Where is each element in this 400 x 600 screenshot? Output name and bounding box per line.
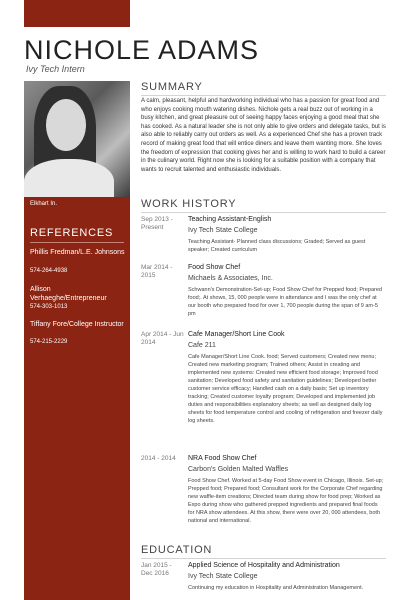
- job-company: Carbon's Golden Malted Waffles: [188, 466, 289, 473]
- education-divider: [141, 558, 386, 559]
- job-description: Cafe Manager/Short Line Cook. food; Served customers; Created new menu; Created new marketing program; Trained others; Assist in creating and implemented new systems: Created new efficient food storage; Improved food sanitation; Developed food safety and sanitation guidelines; Developed better customer service efficacy; Handled cash on a daily basis; Set up inventory tracking; Created customer loyalty program; Developed and implemented job duties and responsibilities explanatory sheets; as well as designed daily log sheets for food temperature control and cooling of refrigeration and freezer daily log sheets.: [188, 354, 383, 424]
- photo-shoulder: [24, 159, 114, 197]
- reference-phone: 574-215-2229: [30, 339, 68, 345]
- job-date: 2014 - 2014: [141, 455, 176, 462]
- job-title: Food Show Chef: [188, 264, 241, 271]
- candidate-name: NICHOLE ADAMS: [24, 35, 260, 65]
- reference-name: Allison Verhaeghe/Entrepreneur: [30, 286, 107, 302]
- education-school: Ivy Tech State College: [188, 573, 258, 580]
- summary-heading: SUMMARY: [141, 81, 203, 93]
- resume-header: [24, 31, 400, 81]
- job-title: Cafe Manager/Short Line Cook: [188, 331, 285, 338]
- job-description: Teaching Assistant- Planned class discussions; Graded; Served as guest speaker; Created curriculum: [188, 239, 366, 253]
- work-history-heading: WORK HISTORY: [141, 198, 237, 210]
- reference-name: Phillis Fredman/L.E. Johnsons: [30, 249, 125, 256]
- job-date: Sep 2013 - Present: [141, 216, 173, 231]
- education-date: Jan 2015 - Dec 2016: [141, 562, 172, 577]
- profile-photo: [24, 81, 130, 197]
- job-company: Cafe 211: [188, 342, 216, 349]
- summary-divider: [141, 95, 386, 96]
- job-company: Ivy Tech State College: [188, 227, 258, 234]
- job-description: Schwann's Demonstration-Set-up; Food Show Chef for Prepped food; Prepared food;. At shows, 15, 000 people were in attendance and I was the only chef at our booth who prepared food for over 1, 700 people during the span of 9 am-5 pm: [188, 287, 382, 317]
- references-heading: REFERENCES: [30, 227, 114, 239]
- summary-text: A calm, pleasant, helpful and hardworking individual who has a passion for great food and who enjoys cooking mouth watering dishes. Nichole gets a real buzz out of working in a busy kitchen, and great pleasure out of seeing happy faces enjoying a good meal that she has cooked. As a natural leader she is not only able to give orders and delegate tasks, but is also able to reliably carry out orders as well. As a experienced Chef she has a proven track record of making great food that will entice diners and leave them wanting more. She loves the freedom of expression that cooking gives her and is willing to work hard to build a career in the culinary world. Right now she is looking for a suitable position with a company that wants to recruit talented and enthusiastic individuals.: [141, 98, 386, 173]
- job-description: Food Show Chef. Worked at 5-day Food Show event in Chicago, Illinois. Set-up; Prepped food; Prepared food; Consultant work for the Corporate Chef regarding new waffle-item creations; Directed team during show for food prep; Worked as Expo during show who gathered prepped ingredients and prepared final foods for NRA show attendees. At this show, there were over 20, 000 attendees, both national and international.: [188, 478, 384, 524]
- job-date: Apr 2014 - Jun 2014: [141, 331, 184, 346]
- reference-phone: 574-303-1013: [30, 304, 68, 310]
- candidate-role: Ivy Tech Intern: [26, 64, 85, 74]
- job-title: NRA Food Show Chef: [188, 455, 257, 462]
- photo-face: [46, 99, 86, 151]
- work-history-divider: [141, 212, 386, 213]
- references-divider: [30, 242, 124, 243]
- education-description: Continuing my education in Hospitality and Administration Management.: [188, 585, 364, 591]
- header-accent-bar: [24, 0, 130, 27]
- job-title: Teaching Assistant-English: [188, 216, 272, 223]
- education-heading: EDUCATION: [141, 544, 213, 556]
- job-company: Michaels & Associates, Inc.: [188, 275, 273, 282]
- reference-name: Tiffany Fore/College Instructor: [30, 321, 124, 328]
- education-title: Applied Science of Hospitality and Administration: [188, 562, 340, 569]
- reference-phone: 574-264-4938: [30, 268, 68, 274]
- location-caption: Elkhart In.: [30, 201, 58, 207]
- job-date: Mar 2014 - 2015: [141, 264, 173, 279]
